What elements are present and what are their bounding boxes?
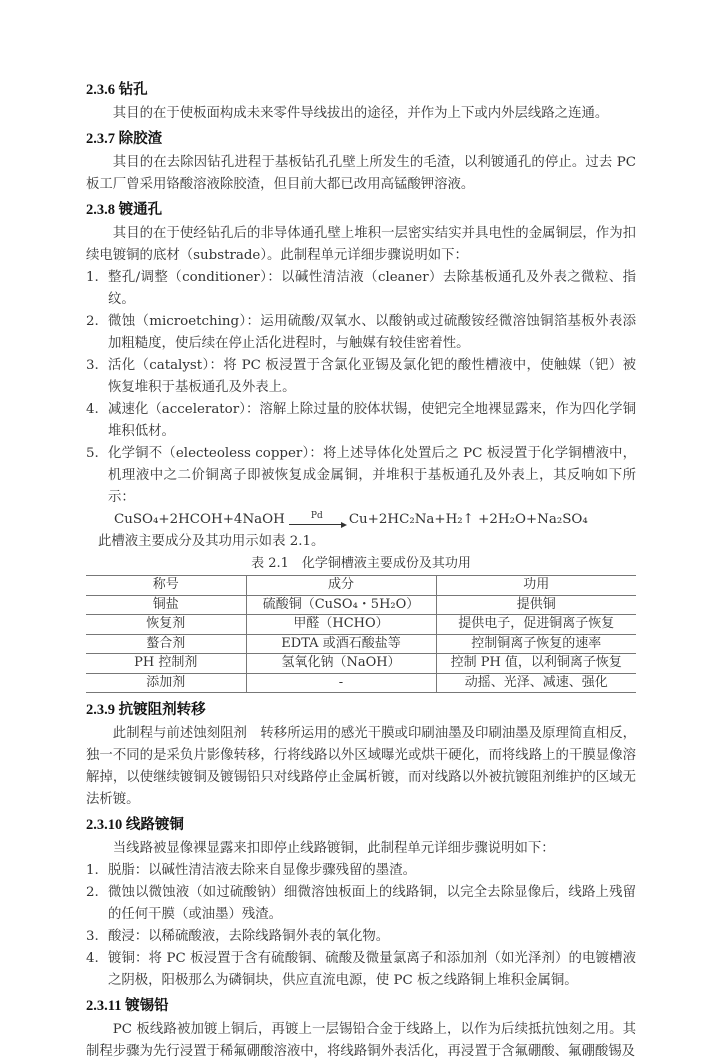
item-number: 3. — [86, 358, 99, 373]
item-number: 4. — [86, 951, 99, 966]
list-item — [86, 926, 636, 948]
step-list — [86, 860, 636, 992]
paragraph: 其目的在去除因钻孔进程于基板钻孔孔壁上所发生的毛渣，以利镀通孔的停止。过去 PC 板工厂曾采用铬酸溶液除胶渣，但目前大都已改用高锰酸钾溶液。 — [86, 155, 636, 192]
list-item — [86, 355, 636, 399]
table-cell: 螯合剂 — [86, 634, 246, 654]
table-cell: 提供电子，促进铜离子恢复 — [436, 615, 636, 635]
list-item — [86, 443, 636, 509]
equation-right: Cu+2HC₂Na+H₂↑ +2H₂O+Na₂SO₄ — [348, 512, 588, 527]
paragraph: 其目的在于使经钻孔后的非导体通孔壁上堆积一层密实结实并具电性的金属铜层，作为扣续电镀铜的底材（substrade）。此制程单元详细步骤说明如下： — [86, 226, 636, 263]
item-text: 微蚀以微蚀液（如过硫酸钠）细微溶蚀板面上的线路铜，以完全去除显像后，线路上残留的任何干膜（或油墨）残渣。 — [108, 885, 636, 922]
section-heading: 2.3.8 镀通孔 — [86, 202, 163, 218]
table-reference: 此槽液主要成分及其功用示如表 2.1。 — [98, 534, 325, 549]
paragraph: 其目的在于使板面构成未来零件导线拔出的途径，并作为上下或内外层线路之连通。 — [112, 106, 609, 121]
column-header: 称号 — [86, 576, 246, 596]
table-cell: EDTA 或酒石酸盐等 — [246, 634, 436, 654]
step-list — [86, 267, 636, 509]
table-cell: 硫酸铜（CuSO₄・5H₂O） — [246, 595, 436, 615]
table-cell: 甲醛（HCHO） — [246, 615, 436, 635]
table-caption: 表 2.1 化学铜槽液主要成份及其功用 — [251, 556, 471, 571]
catalyst-label: Pd — [310, 511, 323, 521]
table-cell: 添加剂 — [86, 673, 246, 693]
equation-left: CuSO₄+2HCOH+4NaOH — [114, 512, 285, 527]
table-cell: 控制 PH 值，以利铜离子恢复 — [436, 654, 636, 674]
section-heading: 2.3.7 除胶渣 — [86, 131, 163, 147]
table-header-row — [86, 576, 636, 596]
chemical-equation — [86, 509, 636, 531]
table-cell: 动摇、光泽、减速、强化 — [436, 673, 636, 693]
item-text: 活化（catalyst）：将 PC 板浸置于含氯化亚锡及氯化钯的酸性槽液中，使触媒（钯）被恢复堆积于基板通孔及外表上。 — [108, 358, 636, 395]
table-cell: 恢复剂 — [86, 615, 246, 635]
table-row — [86, 595, 636, 615]
item-number: 1. — [86, 863, 99, 878]
item-text: 减速化（accelerator）：溶解上除过量的胶体状锡，使钯完全地裸显露来，作为四化学铜堆积低材。 — [108, 402, 636, 439]
item-number: 1. — [86, 270, 99, 285]
item-text: 微蚀（microetching）：运用硫酸/双氧水、以酸钠或过硫酸铵经微溶蚀铜箔基板外表添加粗糙度，使后续在停止活化进程时，与触媒有较佳密着性。 — [108, 314, 636, 351]
column-header: 成分 — [246, 576, 436, 596]
item-text: 化学铜不（electeoless copper）：将上述导体化处置后之 PC 板浸置于化学铜槽液中，机理液中之二价铜离子即被恢复成金属铜，并堆积于基板通孔及外表上，其反响如下所示： — [108, 446, 636, 505]
reaction-arrow-icon — [289, 511, 345, 525]
item-number: 2. — [86, 885, 99, 900]
section-heading: 2.3.9 抗镀阻剂转移 — [86, 702, 206, 718]
paragraph: 此制程与前述蚀刻阻剂 转移所运用的感光干膜或印刷油墨及印刷油墨及原理简直相反，独一不同的是采负片影像转移，行将线路以外区域曝光或烘干硬化，而将线路上的干膜显像溶解掉，以使继续镀铜及镀锡铅只对线路停止金属析镀，而对线路以外被抗镀阻剂维护的区域无法析镀。 — [86, 726, 636, 807]
table-cell: - — [246, 673, 436, 693]
item-text: 脱脂：以碱性清洁液去除来自显像步骤残留的墨渣。 — [108, 863, 416, 878]
item-number: 4. — [86, 402, 99, 417]
list-item — [86, 267, 636, 311]
table-cell: 铜盐 — [86, 595, 246, 615]
table-cell: 控制铜离子恢复的速率 — [436, 634, 636, 654]
table-row — [86, 673, 636, 693]
table-cell: PH 控制剂 — [86, 654, 246, 674]
table-cell: 提供铜 — [436, 595, 636, 615]
table-row — [86, 654, 636, 674]
list-item — [86, 399, 636, 443]
paragraph: 当线路被显像裸显露来扣即停止线路镀铜，此制程单元详细步骤说明如下： — [112, 841, 555, 856]
list-item — [86, 311, 636, 355]
section-heading: 2.3.10 线路镀铜 — [86, 817, 184, 833]
item-number: 2. — [86, 314, 99, 329]
section-heading: 2.3.11 镀锡铅 — [86, 998, 169, 1014]
components-table — [86, 575, 636, 693]
item-text: 镀铜：将 PC 板浸置于含有硫酸铜、硫酸及微量氯离子和添加剂（如光泽剂）的电镀槽液之阴极，阳极那么为磷铜块，供应直流电源，使 PC 板之线路铜上堆积金属铜。 — [108, 951, 636, 988]
table-cell: 氢氧化钠（NaOH） — [246, 654, 436, 674]
item-number: 3. — [86, 929, 99, 944]
item-number: 5. — [86, 446, 99, 461]
item-text: 酸浸：以稀硫酸液，去除线路铜外表的氧化物。 — [108, 929, 390, 944]
item-text: 整孔/调整（conditioner）：以碱性清洁液（cleaner）去除基板通孔及外表之微粒、指纹。 — [108, 270, 636, 307]
table-row — [86, 634, 636, 654]
table-row — [86, 615, 636, 635]
list-item — [86, 948, 636, 992]
section-heading: 2.3.6 钻孔 — [86, 82, 148, 98]
document-page — [86, 76, 636, 1063]
column-header: 功用 — [436, 576, 636, 596]
list-item — [86, 882, 636, 926]
paragraph: PC 板线路被加镀上铜后，再镀上一层锡铅合金于线路上，以作为后续抵抗蚀刻之用。其制程步骤为先行浸置于稀氟硼酸溶液中，将线路铜外表活化，再浸置于含氟硼酸、氟硼酸锡及 — [86, 1022, 636, 1059]
list-item — [86, 860, 636, 882]
